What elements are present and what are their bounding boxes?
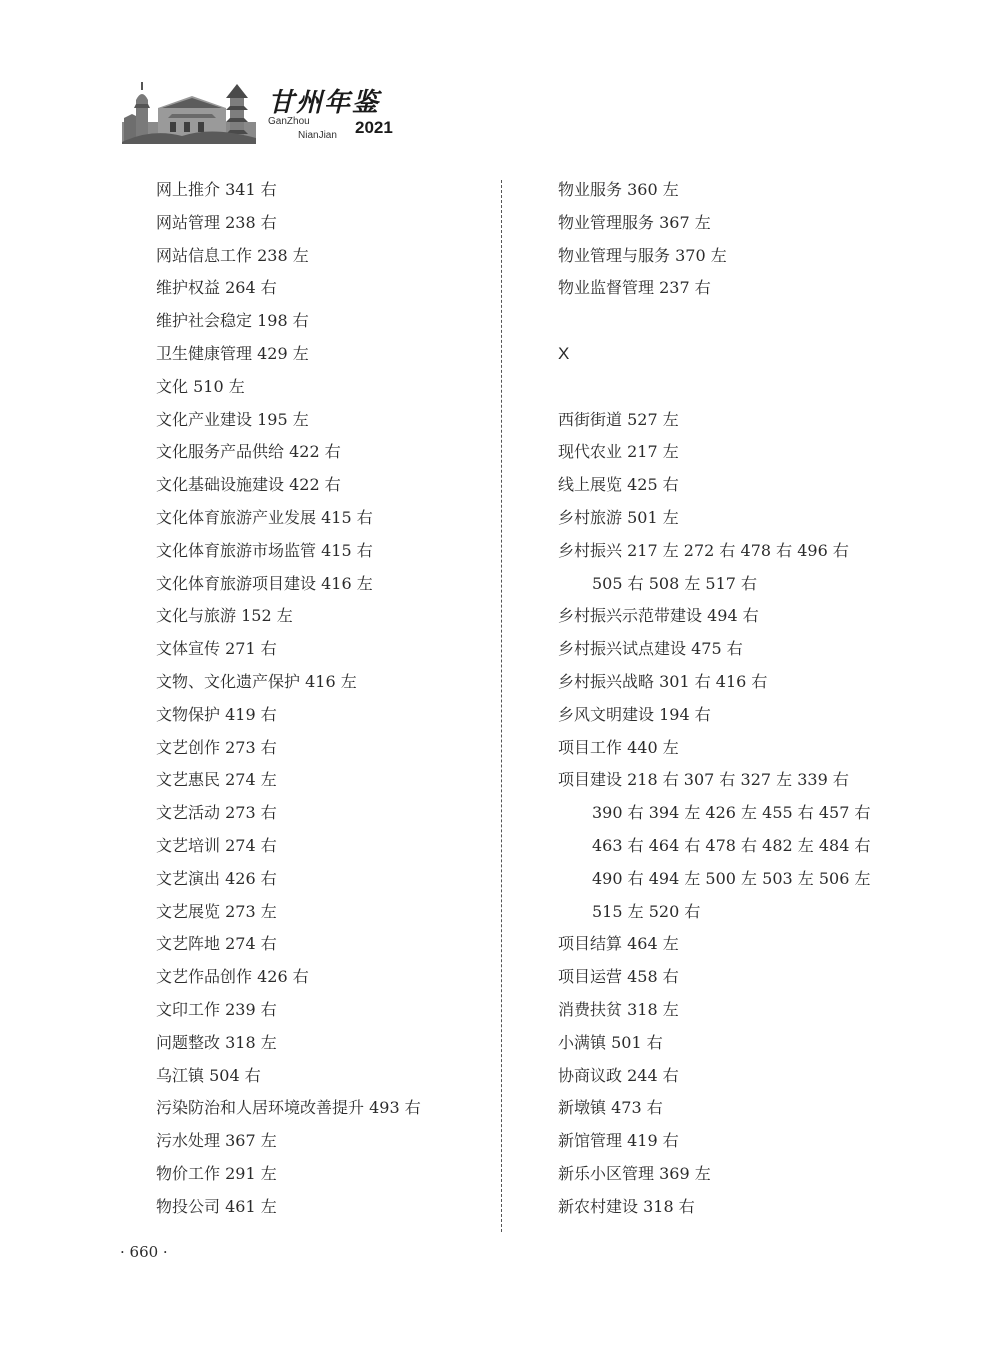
index-entry: 污水处理 367 左 xyxy=(156,1131,277,1151)
index-entry: 文物保护 419 右 xyxy=(156,704,277,724)
page-number: · 660 · xyxy=(120,1243,168,1261)
city-landmark-illustration xyxy=(122,78,262,144)
index-entry: 协商议政 244 右 xyxy=(558,1065,679,1085)
index-entry: 西街街道 527 左 xyxy=(558,409,679,429)
index-entry: 物业服务 360 左 xyxy=(558,180,679,199)
index-entry: 文艺创作 273 右 xyxy=(156,737,277,757)
column-divider xyxy=(501,180,502,1232)
index-entry: 物投公司 461 左 xyxy=(156,1196,277,1216)
index-entry: 项目工作 440 左 xyxy=(558,737,679,757)
yearbook-year: 2021 xyxy=(355,118,393,137)
index-entry: 消费扶贫 318 左 xyxy=(558,999,679,1019)
index-entry: 乡村振兴 217 左 272 右 478 右 496 右 xyxy=(558,540,849,560)
index-entry-continuation: 490 右 494 左 500 左 503 左 506 左 xyxy=(592,868,871,888)
index-entry: 文艺展览 273 左 xyxy=(156,901,277,921)
index-entry: 网站管理 238 右 xyxy=(156,212,277,232)
index-entry: 乡村振兴试点建设 475 右 xyxy=(558,639,743,659)
index-entry: 项目结算 464 左 xyxy=(558,934,679,954)
index-entry: 文艺惠民 274 左 xyxy=(156,770,277,790)
index-entry: 物业管理与服务 370 左 xyxy=(558,245,727,265)
index-entry: 新墩镇 473 右 xyxy=(558,1098,663,1118)
index-entry: 文艺活动 273 右 xyxy=(156,803,277,823)
index-entry: 新农村建设 318 右 xyxy=(558,1196,695,1216)
index-entry: 物业管理服务 367 左 xyxy=(558,212,711,232)
index-entry: 乌江镇 504 右 xyxy=(156,1065,261,1085)
blank-line xyxy=(558,305,888,338)
index-entry-continuation: 505 右 508 左 517 右 xyxy=(592,573,758,593)
index-entry: 污染防治和人居环境改善提升 493 右 xyxy=(156,1098,421,1118)
index-entry: 文化体育旅游市场监管 415 右 xyxy=(156,540,373,560)
index-entry: 文艺演出 426 右 xyxy=(156,868,277,888)
index-entry: 线上展览 425 右 xyxy=(558,475,679,495)
index-entry: 维护权益 264 右 xyxy=(156,278,277,298)
index-entry: 文化体育旅游项目建设 416 左 xyxy=(156,573,373,593)
index-entry: 网上推介 341 右 xyxy=(156,180,277,199)
index-entry: 文艺阵地 274 右 xyxy=(156,934,277,954)
section-letter-heading: X xyxy=(558,343,570,363)
yearbook-pinyin-2: NianJian xyxy=(298,130,337,141)
index-entry: 文艺培训 274 右 xyxy=(156,835,277,855)
index-entry: 问题整改 318 左 xyxy=(156,1032,277,1052)
index-entry: 新馆管理 419 右 xyxy=(558,1131,679,1151)
index-entry: 现代农业 217 左 xyxy=(558,442,679,462)
index-entry: 文化 510 左 xyxy=(156,376,245,396)
index-entry: 文印工作 239 右 xyxy=(156,999,277,1019)
index-entry: 乡风文明建设 194 右 xyxy=(558,704,711,724)
index-entry: 文化体育旅游产业发展 415 右 xyxy=(156,507,373,527)
index-entry-continuation: 515 左 520 右 xyxy=(592,901,701,921)
index-entry: 项目建设 218 右 307 右 327 左 339 右 xyxy=(558,770,849,790)
yearbook-title: 甘州年鉴 xyxy=(268,88,381,118)
index-entry: 文化基础设施建设 422 右 xyxy=(156,475,341,495)
yearbook-pinyin-1: GanZhou xyxy=(268,116,310,127)
blank-line xyxy=(558,371,888,404)
index-entry: 网站信息工作 238 左 xyxy=(156,245,309,265)
index-column-left xyxy=(156,174,486,1224)
index-entry: 新乐小区管理 369 左 xyxy=(558,1163,711,1183)
index-entry: 小满镇 501 右 xyxy=(558,1032,663,1052)
index-entry: 维护社会稳定 198 右 xyxy=(156,311,309,331)
index-entry: 文化产业建设 195 左 xyxy=(156,409,309,429)
index-entry: 文艺作品创作 426 右 xyxy=(156,967,309,987)
index-entry: 物价工作 291 左 xyxy=(156,1163,277,1183)
page-header xyxy=(122,78,422,148)
index-entry-continuation: 390 右 394 左 426 左 455 右 457 右 xyxy=(592,803,871,823)
index-entry: 乡村旅游 501 左 xyxy=(558,507,679,527)
index-entry: 乡村振兴示范带建设 494 右 xyxy=(558,606,759,626)
index-column-right xyxy=(558,174,888,1224)
index-entry: 物业监督管理 237 右 xyxy=(558,278,711,298)
index-entry: 乡村振兴战略 301 右 416 右 xyxy=(558,671,768,691)
index-entry-continuation: 463 右 464 右 478 右 482 左 484 右 xyxy=(592,835,871,855)
index-entry: 文化服务产品供给 422 右 xyxy=(156,442,341,462)
index-entry: 项目运营 458 右 xyxy=(558,967,679,987)
index-entry: 文物、文化遗产保护 416 左 xyxy=(156,671,357,691)
index-entry: 卫生健康管理 429 左 xyxy=(156,343,309,363)
index-entry: 文化与旅游 152 左 xyxy=(156,606,293,626)
index-entry: 文体宣传 271 右 xyxy=(156,639,277,659)
